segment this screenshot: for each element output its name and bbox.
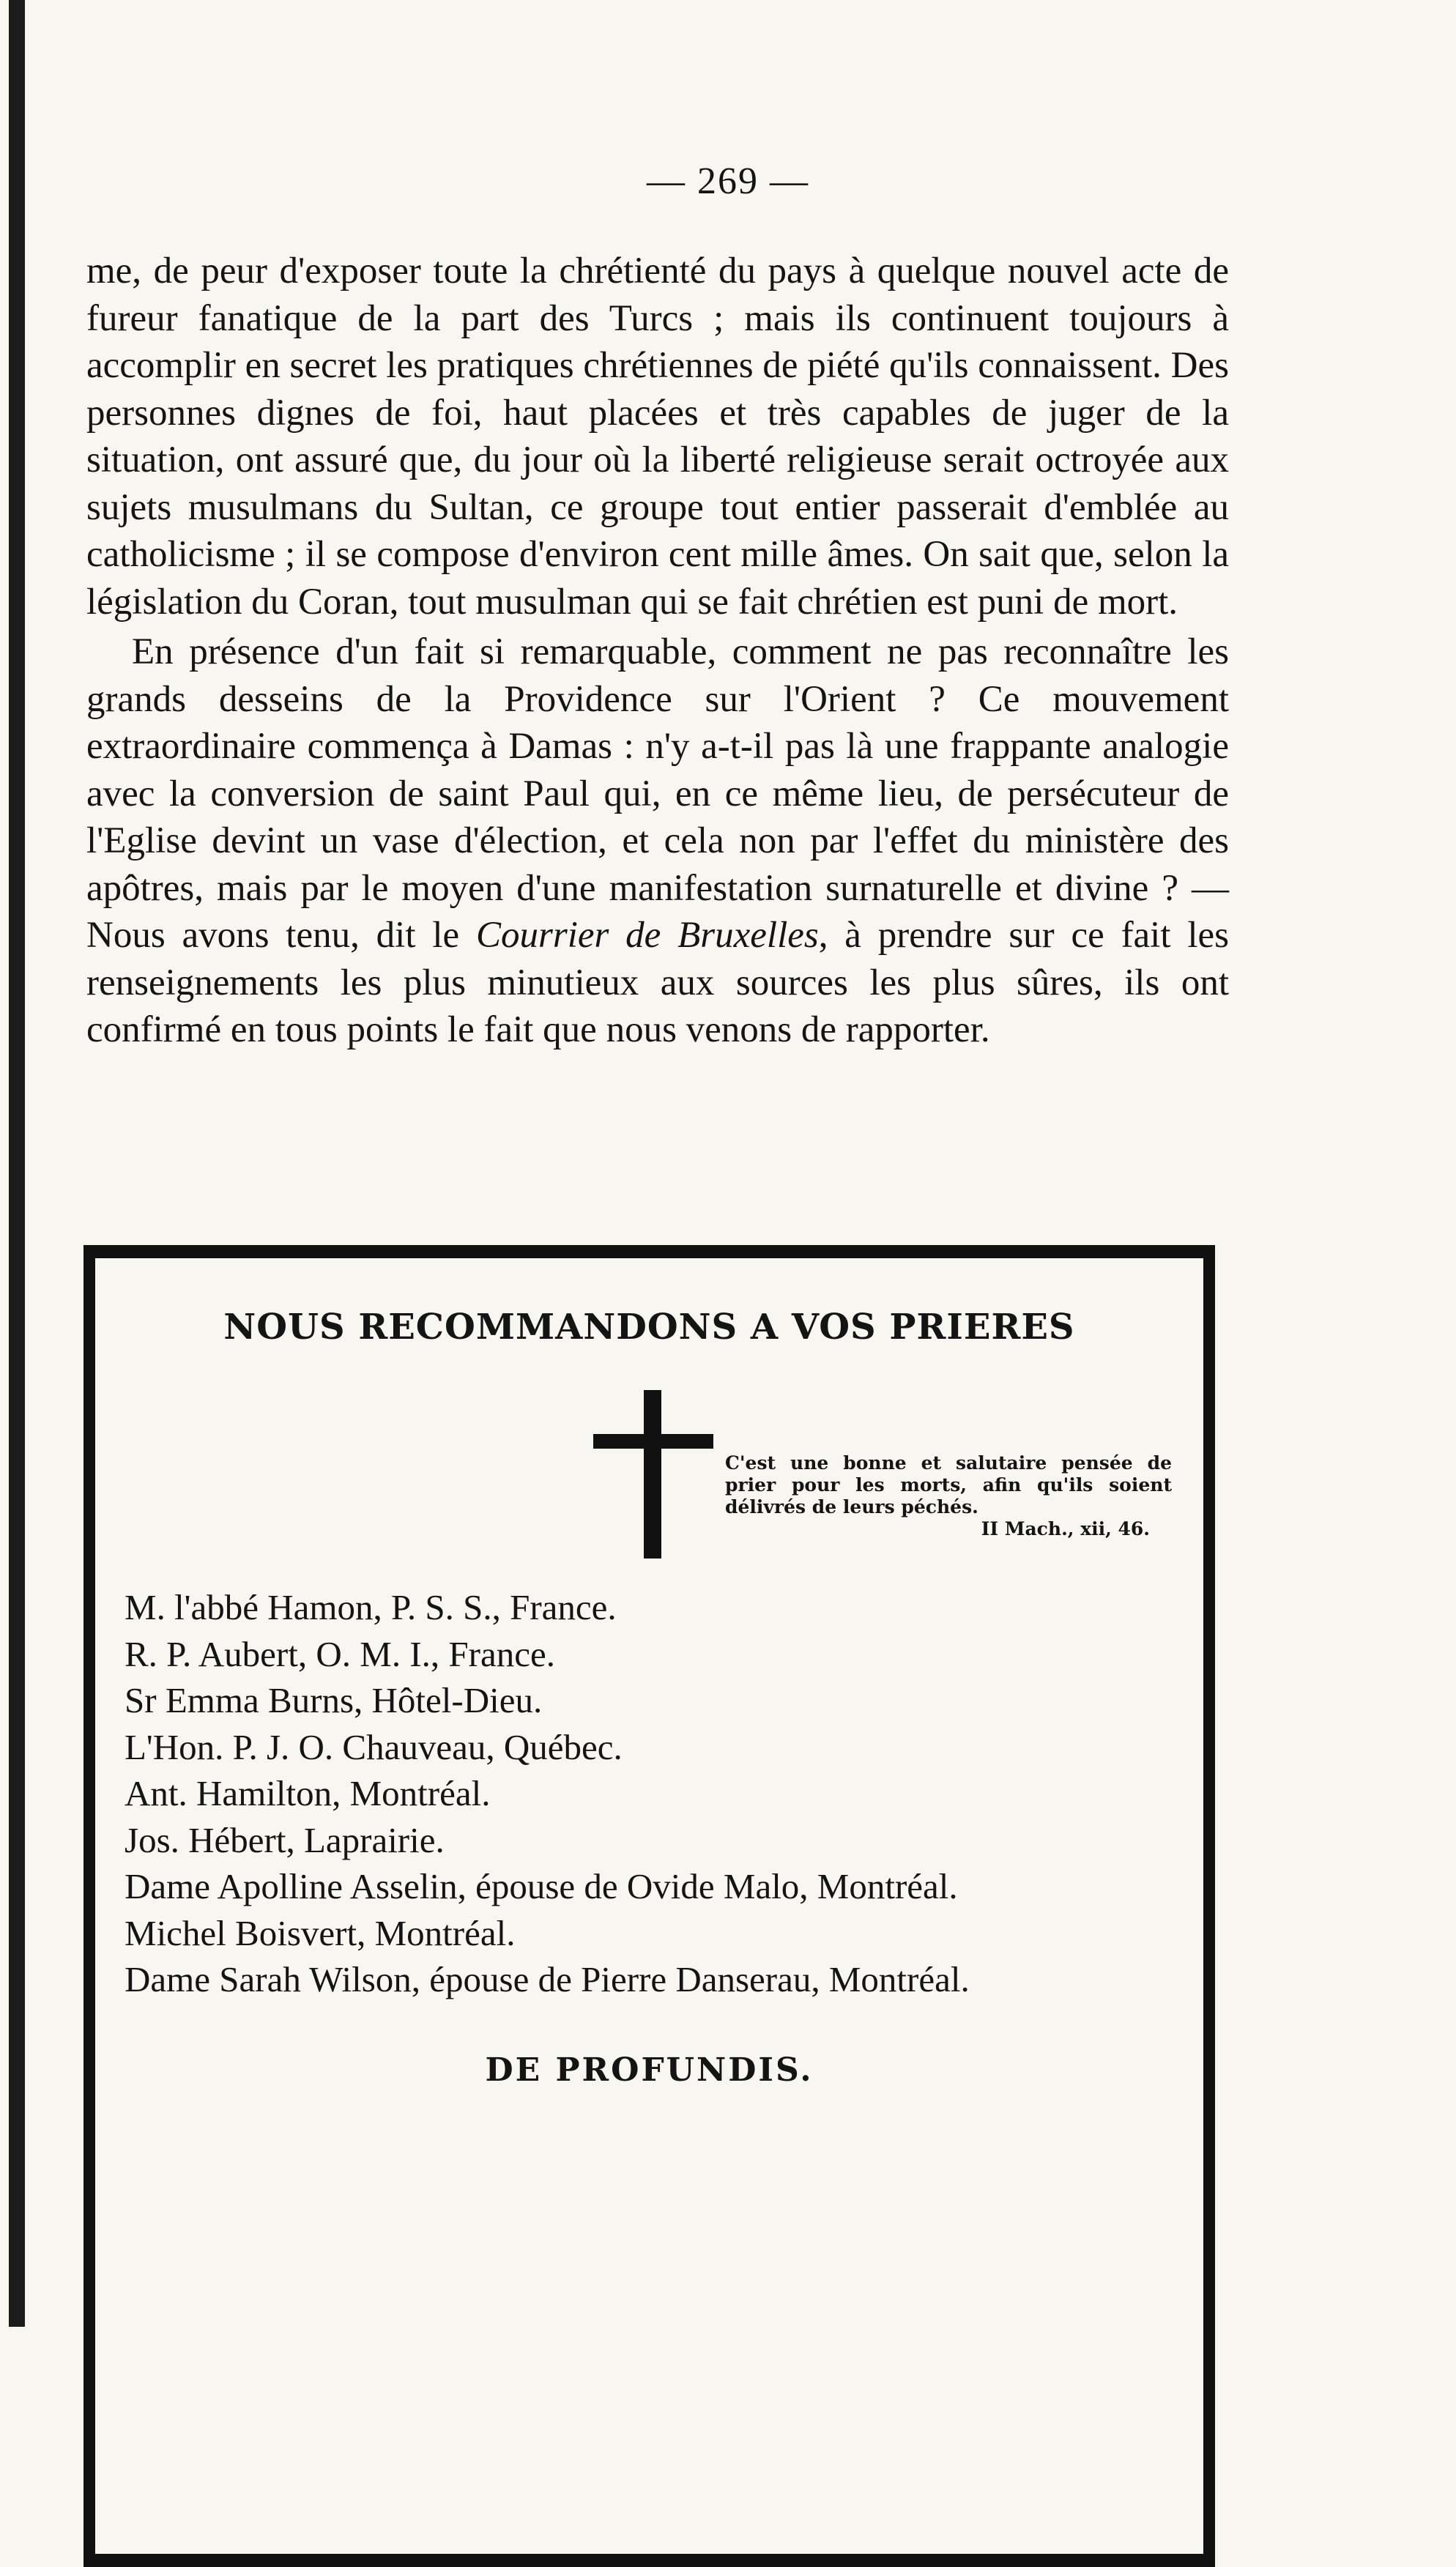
notice-title: NOUS RECOMMANDONS A VOS PRIERES xyxy=(223,1307,1075,1348)
paragraph-2 xyxy=(86,628,1229,1054)
list-item: Dame Sarah Wilson, épouse de Pierre Danserau, Montréal. xyxy=(125,1959,970,1999)
list-item: Dame Apolline Asselin, épouse de Ovide Malo, Montréal. xyxy=(125,1866,958,1906)
list-item: Michel Boisvert, Montréal. xyxy=(125,1912,516,1953)
paragraph-2-text-before: En présence d'un fait si remarquable, comment ne pas reconnaître les grands desseins de la Providence sur l'Orient ? Ce mouvement extraordinaire commença à Damas : n'y a-t-il pas là une frappante analogie avec la conversion de saint Paul qui, en ce même lieu, de persécuteur de l'Eglise devint un vase d'élection, et cela non par l'effet du ministère des apôtres, mais par le moyen d'une manifestation surnaturelle et divine ? — Nous avons tenu, dit le xyxy=(86,631,1229,956)
closing-line: DE PROFUNDIS. xyxy=(485,2051,814,2089)
quote-text: C'est une bonne et salutaire pensée de prier pour les morts, afin qu'ils soient délivrés de leurs péchés. xyxy=(725,1452,1172,1517)
list-item: M. l'abbé Hamon, P. S. S., France. xyxy=(125,1587,617,1627)
page-edge-shadow xyxy=(9,0,25,2327)
paragraph-2-text-after: , à prendre sur ce fait les renseignements les plus minutieux aux sources les plus sûres, ils ont confirmé en tous points le fait que nous venons de rapporter. xyxy=(86,915,1229,1050)
page-number: — 269 — xyxy=(647,160,809,202)
deceased-list xyxy=(125,1584,1201,2003)
article-text xyxy=(86,248,1229,1054)
cross-icon xyxy=(593,1390,713,1559)
list-item: Jos. Hébert, Laprairie. xyxy=(125,1819,445,1860)
paragraph-1: me, de peur d'exposer toute la chrétienté du pays à quelque nouvel acte de fureur fanatique de la part des Turcs ; mais ils continuent toujours à accomplir en secret les pratiques chrétiennes de piété qu'ils connaissent. Des personnes dignes de foi, haut placées et très capables de juger de la situation, ont assuré que, du jour où la liberté religieuse serait octroyée aux sujets musulmans du Sultan, ce groupe tout entier passerait d'emblée au catholicisme ; il se compose d'environ cent mille âmes. On sait que, selon la législation du Coran, tout musulman qui se fait chrétien est puni de mort. xyxy=(86,250,1229,623)
list-item: R. P. Aubert, O. M. I., France. xyxy=(125,1633,555,1674)
prayer-notice-box xyxy=(83,1245,1215,2567)
list-item: L'Hon. P. J. O. Chauveau, Québec. xyxy=(125,1726,623,1767)
scripture-quote xyxy=(725,1452,1172,1540)
list-item: Ant. Hamilton, Montréal. xyxy=(125,1773,491,1813)
source-title: Courrier de Bruxelles xyxy=(475,915,819,956)
list-item: Sr Emma Burns, Hôtel-Dieu. xyxy=(125,1680,543,1720)
quote-reference: II Mach., xii, 46. xyxy=(981,1518,1150,1539)
